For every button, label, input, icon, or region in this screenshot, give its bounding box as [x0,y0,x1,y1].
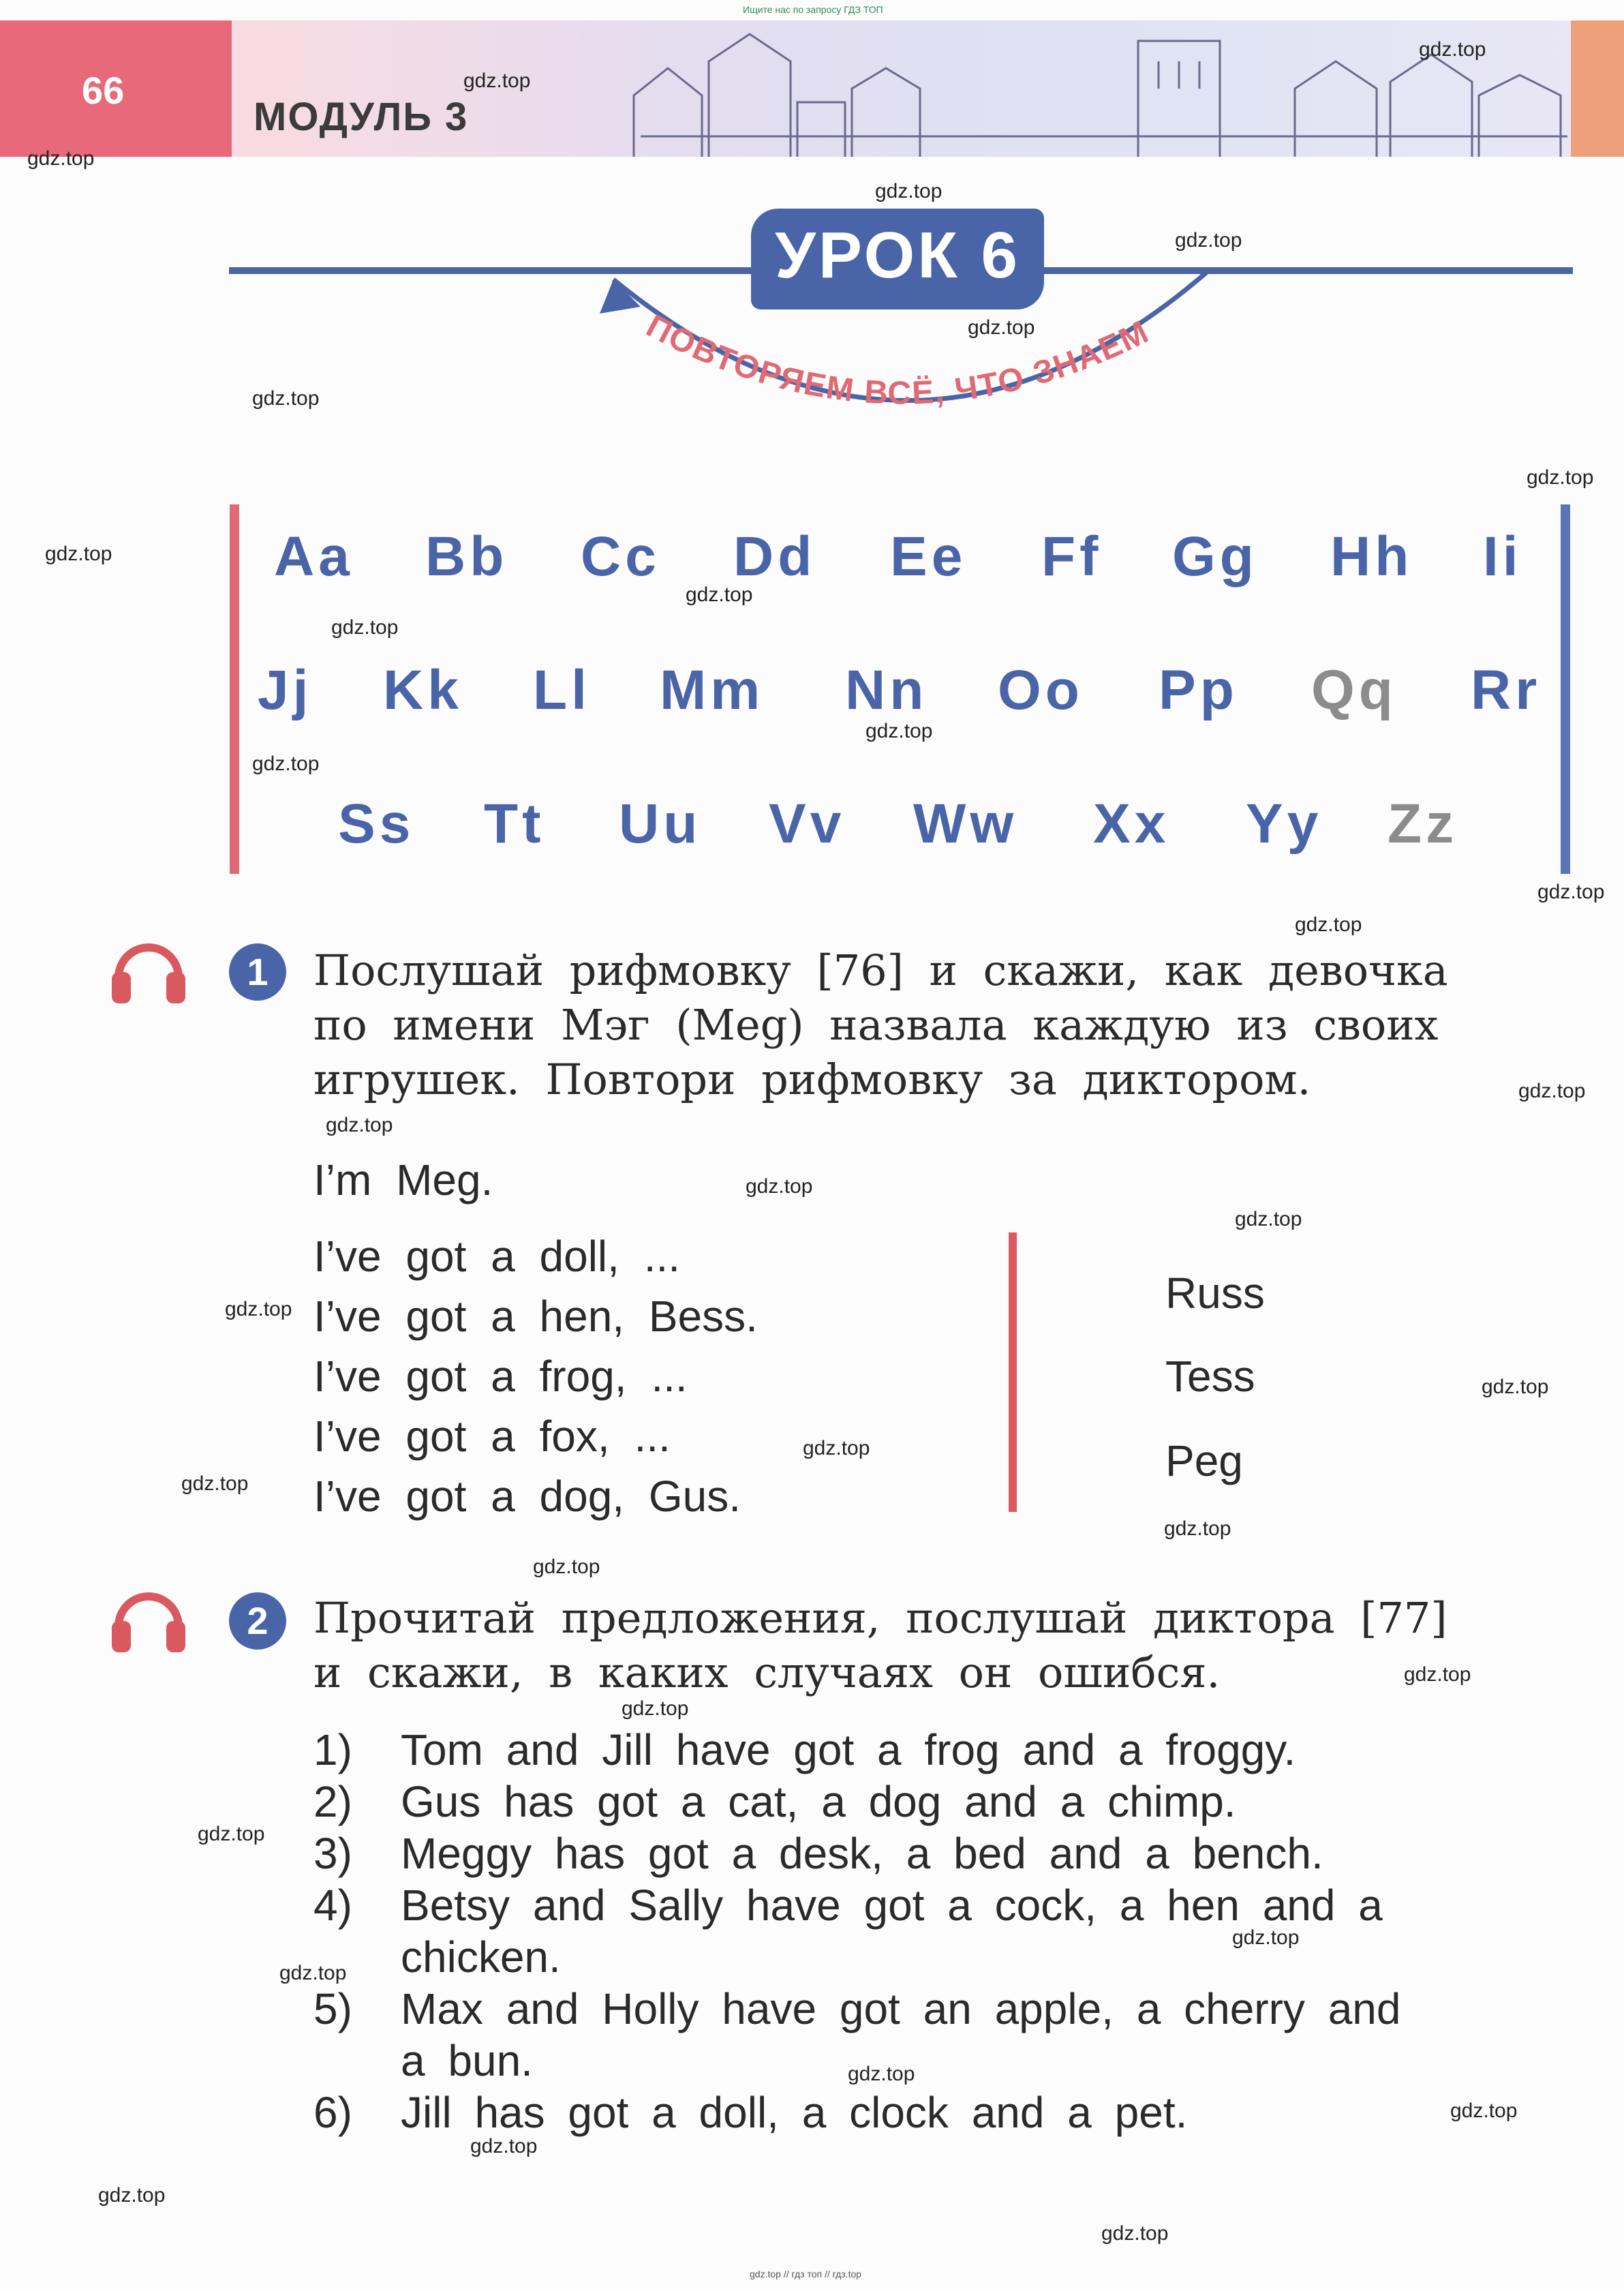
exercise1-line-1: Послушай рифмовку [76] и скажи, как девочка [313,945,1448,995]
watermark: gdz.top [326,1114,393,1136]
names-divider [1009,1232,1017,1512]
lesson-title: УРОК 6 [775,219,1020,292]
watermark: gdz.top [1101,2222,1169,2245]
letter-c: Cc [581,526,660,588]
rhyme-line-5: I’ve got a fox, ... [313,1412,671,1461]
watermark: gdz.top [45,543,112,565]
page-header [0,20,1624,157]
letter-g: Gg [1172,526,1258,588]
watermark: gdz.top [225,1298,292,1320]
sentence-number: 6) [313,2088,352,2137]
toy-name-2: Tess [1165,1352,1255,1401]
letter-z: Zz [1388,793,1458,855]
letter-q: Qq [1311,659,1397,721]
watermark: gdz.top [1404,1663,1471,1686]
watermark: gdz.top [1450,2099,1518,2122]
exercise1-line-3: игрушек. Повтори рифмовку за диктором. [313,1055,1311,1104]
letter-t: Tt [484,793,545,855]
letter-f: Ff [1041,526,1103,588]
letter-o: Oo [998,659,1084,721]
exercise2-line-1: Прочитай предложения, послушай диктора [77] [313,1593,1447,1643]
watermark: gdz.top [1537,881,1605,903]
rhyme-line-6: I’ve got a dog, Gus. [313,1472,741,1521]
headphones-icon [109,1581,188,1655]
letter-m: Mm [660,659,765,721]
alphabet-left-bar [230,504,239,874]
sentence-number: 4) [313,1881,352,1930]
exercise1-line-2: по имени Мэг (Meg) назвала каждую из своих [313,1000,1439,1050]
letter-a: Aa [274,526,354,588]
watermark: gdz.top [331,616,399,639]
letter-p: Pp [1159,659,1238,721]
watermark: gdz.top [470,2135,538,2157]
letter-x: Xx [1093,793,1170,855]
watermark: gdz.top [1295,913,1362,936]
watermark: gdz.top [875,180,943,202]
letter-d: Dd [733,526,816,588]
exercise-number-2: 2 [229,1592,286,1650]
sentence-number: 3) [313,1829,352,1878]
sentence-number: 5) [313,1984,352,2033]
toy-name-3: Peg [1165,1436,1243,1485]
rhyme-line-1: I’m Meg. [313,1155,493,1204]
watermark: gdz.top [279,1962,347,1984]
exercise-number-1: 1 [229,943,286,1001]
watermark: gdz.top [98,2184,166,2207]
sentence-text-cont: a bun. [401,2036,533,2085]
letter-h: Hh [1330,526,1413,588]
letter-i: Ii [1483,526,1522,588]
lesson-subtitle: ПОВТОРЯЕМ ВСЁ, ЧТО ЗНАЕМ [640,307,1155,412]
letter-w: Ww [913,793,1018,855]
rhyme-line-2: I’ve got a doll, ... [313,1232,681,1281]
sentence-text: Gus has got a cat, a dog and a chimp. [401,1777,1236,1826]
watermark: gdz.top [746,1175,813,1198]
watermark: gdz.top [1232,1926,1300,1949]
watermark: gdz.top [803,1437,870,1459]
sentence-text: Max and Holly have got an apple, a cherry and [401,1984,1401,2033]
rhyme-line-4: I’ve got a frog, ... [313,1352,688,1401]
letter-b: Bb [425,526,508,588]
watermark: gdz.top [1518,1080,1586,1102]
letter-n: Nn [845,659,928,721]
watermark: gdz.top [533,1556,600,1578]
letter-j: Jj [258,659,313,721]
watermark: gdz.top [1175,229,1242,252]
watermark: gdz.top [1164,1517,1231,1540]
exercise2-line-2: и скажи, в каких случаях он ошибся. [313,1648,1221,1697]
rhyme-line-3: I’ve got a hen, Bess. [313,1292,758,1341]
header-edge [1571,20,1624,157]
watermark: gdz.top [1482,1376,1549,1398]
sentence-text: Meggy has got a desk, a bed and a bench. [401,1829,1323,1878]
watermark: gdz.top [848,2063,915,2085]
watermark: gdz.top [1527,466,1594,489]
letter-u: Uu [619,793,702,855]
page-number: 66 [82,69,125,112]
watermark: gdz.top [686,583,753,606]
letter-v: Vv [769,793,846,855]
watermark: gdz.top [27,147,95,170]
watermark: gdz.top [622,1697,689,1720]
letter-y: Yy [1246,793,1323,855]
watermark: gdz.top [968,316,1035,339]
letter-l: Ll [533,659,591,721]
module-title: МОДУЛЬ 3 [254,95,469,139]
watermark: gdz.top [865,720,933,742]
toy-name-1: Russ [1165,1269,1265,1318]
watermark: gdz.top [252,753,320,775]
sentence-text: Jill has got a doll, a clock and a pet. [401,2088,1188,2137]
letter-k: Kk [383,659,463,721]
top-search-note: Ищите нас по запросу ГДЗ ТОП [743,4,883,15]
watermark: gdz.top [1419,38,1486,61]
letter-e: Ee [890,526,967,588]
sentence-text-cont: chicken. [401,1932,561,1982]
watermark: gdz.top [1235,1208,1302,1230]
footer-note: gdz.top // гдз топ // гдз.top [750,2269,862,2279]
sentence-text: Tom and Jill have got a frog and a froggy. [401,1725,1296,1774]
letter-s: Ss [338,793,415,855]
watermark: gdz.top [181,1472,249,1495]
sentence-number: 1) [313,1725,352,1774]
watermark: gdz.top [252,387,320,410]
sentence-number: 2) [313,1777,352,1826]
watermark: gdz.top [463,70,531,92]
headphones-icon [109,933,188,1006]
watermark: gdz.top [198,1823,265,1845]
alphabet-right-bar [1561,504,1570,874]
sentence-text: Betsy and Sally have got a cock, a hen and a [401,1881,1383,1930]
letter-r: Rr [1471,659,1542,721]
